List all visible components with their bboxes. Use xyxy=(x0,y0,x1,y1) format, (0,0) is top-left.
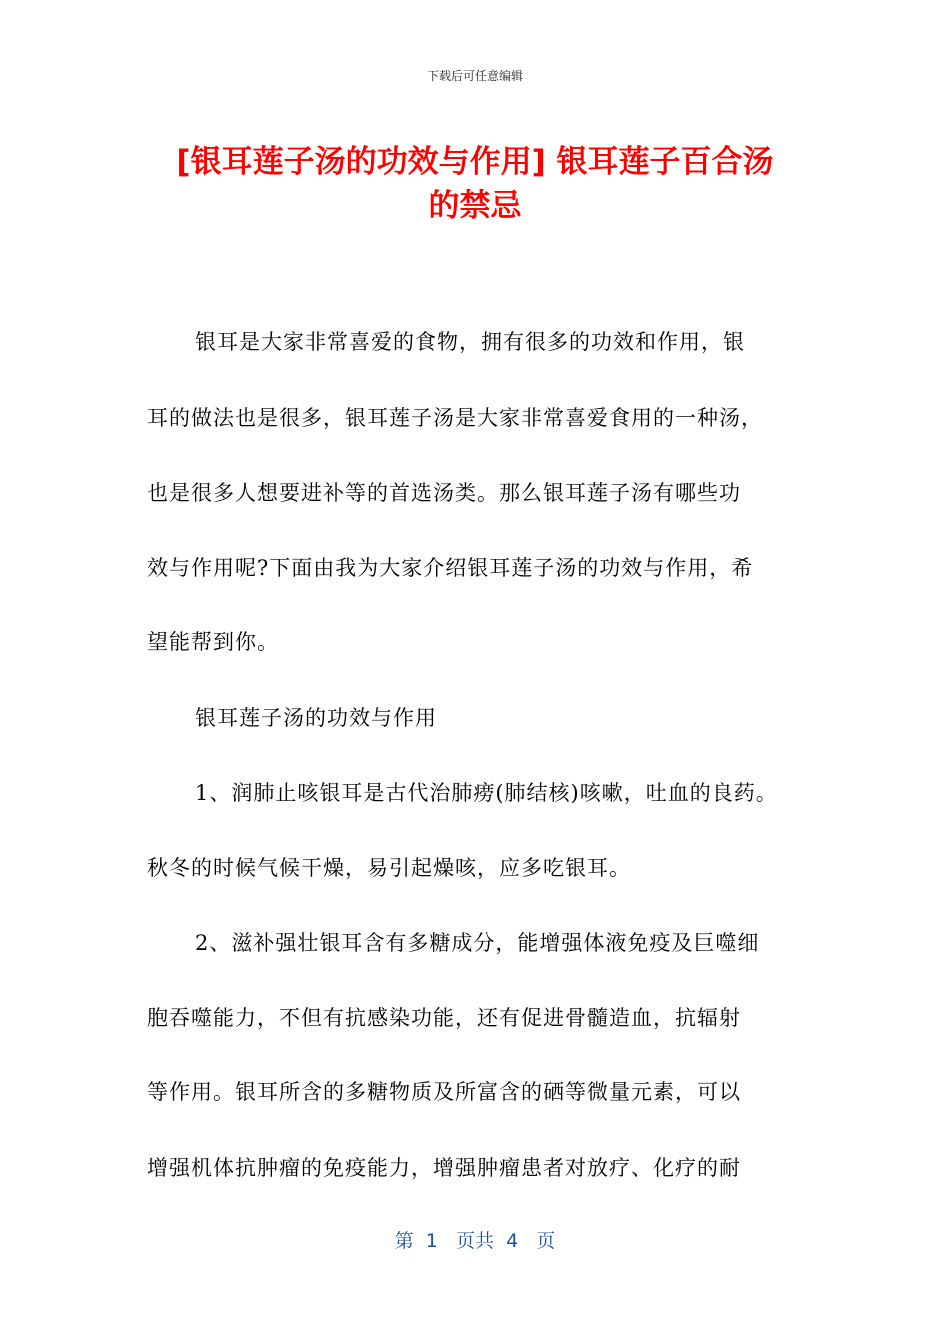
paragraph-line: 也是很多人想要进补等的首选汤类。那么银耳莲子汤有哪些功 xyxy=(147,481,741,505)
paragraph-line: 1、润肺止咳银耳是古代治肺痨(肺结核)咳嗽，吐血的良药。 xyxy=(195,781,778,805)
paragraph-line: 等作用。银耳所含的多糖物质及所富含的硒等微量元素，可以 xyxy=(147,1080,741,1104)
paragraph-line: 耳的做法也是很多，银耳莲子汤是大家非常喜爱食用的一种汤， xyxy=(147,406,763,430)
paragraph-line: 胞吞噬能力，不但有抗感染功能，还有促进骨髓造血，抗辐射 xyxy=(147,1006,741,1030)
paragraph-line: 增强机体抗肿瘤的免疫能力，增强肿瘤患者对放疗、化疗的耐 xyxy=(147,1156,741,1180)
document-title xyxy=(120,140,830,228)
page-footer: 第 1 页共 4 页 xyxy=(394,1230,556,1252)
header-note: 下载后可任意编辑 xyxy=(426,69,523,83)
section-heading: 银耳莲子汤的功效与作用 xyxy=(195,706,437,730)
paragraph-line: 银耳是大家非常喜爱的食物，拥有很多的功效和作用，银 xyxy=(195,330,745,354)
paragraph-line: 望能帮到你。 xyxy=(147,630,279,654)
title-line-1: [银耳莲子汤的功效与作用] 银耳莲子百合汤 xyxy=(176,144,774,180)
paragraph-line: 秋冬的时候气候干燥，易引起燥咳，应多吃银耳。 xyxy=(147,856,631,880)
title-line-2: 的禁忌 xyxy=(428,188,522,224)
paragraph-line: 2、滋补强壮银耳含有多糖成分，能增强体液免疫及巨噬细 xyxy=(195,931,760,955)
paragraph-line: 效与作用呢?下面由我为大家介绍银耳莲子汤的功效与作用，希 xyxy=(147,556,754,580)
